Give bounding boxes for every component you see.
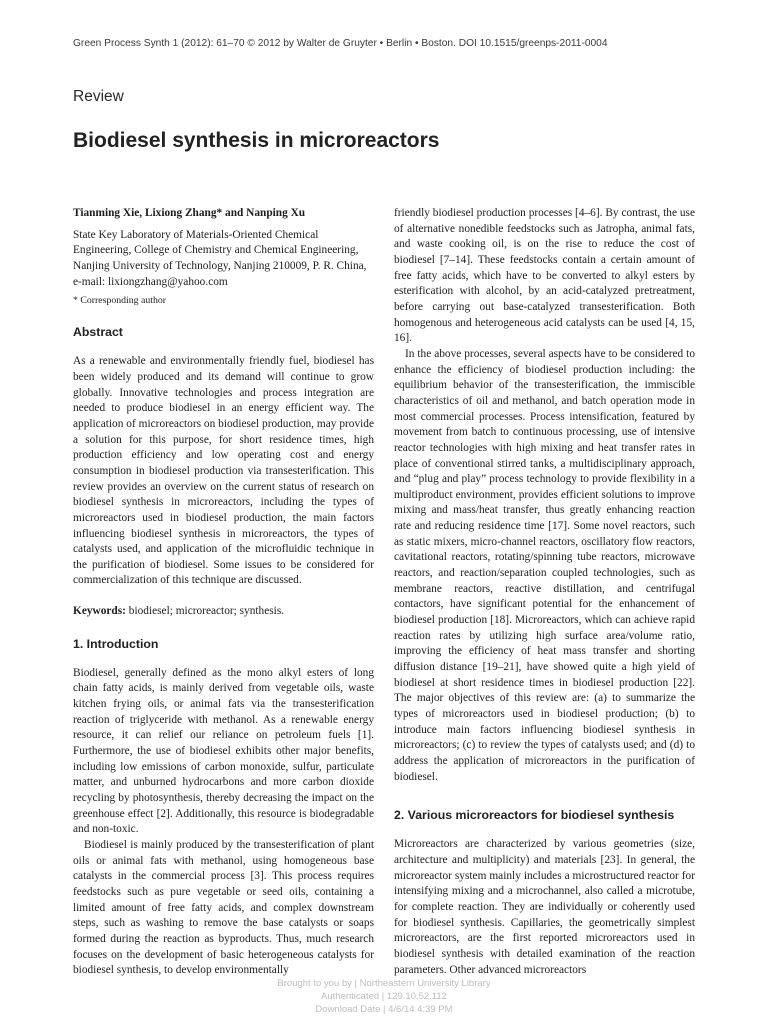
intro-paragraph-2-continued: friendly biodiesel production processes [4–6]. By contrast, the use of alternative nonedible feedstocks such as Jatropha, animal fats, and waste cooking oil, is on the rise to reduce the cost of biodiesel [7–14]. These feedstocks contain a certain amount of free fatty acids, which have to be converted to alkyl esters by esterification with alcohol, by an acid-catalyzed pretreatment, before carrying out base-catalyzed transesterification. Both homogenous and heterogeneous acid catalysts can be used [4, 15, 16]. (394, 207, 695, 345)
article-title: Biodiesel synthesis in microreactors (73, 129, 440, 152)
left-column (73, 206, 374, 979)
abstract-text: As a renewable and environmentally friendly fuel, biodiesel has been widely produced and its demand will continue to grow globally. Innovative technologies and process integration are needed to produce biodiesel in an energy efficient way. The application of microreactors on biodiesel production, may provide a solution for this purpose, for short residence times, high production efficiency and low operating cost and energy consumption in biodiesel production via transesterification. This review provides an overview on the current status of research on biodiesel synthesis in microreactors, including the types of microreactors used in biodiesel production, the main factors influencing biodiesel synthesis in microreactors, the types of catalysts used, and application of the microfluidic technique in the purification of biodiesel. Some issues to be considered for commercialization of this technique are discussed. (73, 355, 374, 587)
introduction-heading: 1. Introduction (73, 636, 159, 651)
keywords-list: biodiesel; microreactor; synthesis. (125, 605, 285, 618)
right-column (394, 206, 695, 978)
footer-line-auth: Authenticated | 129.10.52.112 (321, 991, 447, 1002)
section-label: Review (73, 88, 124, 105)
running-head: Green Process Synth 1 (2012): 61–70 © 2012 by Walter de Gruyter • Berlin • Boston. DOI 10.1515/greenps-2011-0004 (73, 38, 608, 49)
intro-paragraph-3: In the above processes, several aspects have to be considered to enhance the efficiency of biodiesel production including: the equilibrium behavior of the transesterification, the immiscible characteristics of oil and methanol, and batch operation mode in most commercial processes. Process intensification, featured by movement from batch to continuous processing, use of intensive reactor technologies with high mixing and heat transfer rates in place of conventional stirred tanks, a multidisciplinary approach, and “plug and play” process technology to provide flexibility in a multiproduct environment, provides efficient solutions to improve mixing and mass/heat transfer, thus greatly enhancing reaction rate and reducing residence time [17]. Some novel reactors, such as static mixers, micro-channel reactors, oscillatory flow reactors, cavitational reactors, rotating/spinning tube reactors, microwave reactors, and reaction/separation coupled technologies, such as membrane reactors, reactive distillation, and centrifugal contactors, have significant potential for the enhancement of biodiesel production [18]. Microreactors, which can achieve rapid reaction rates by utilizing high surface area/volume ratio, improving the efficiency of heat mass transfer and shorting diffusion distance [19–21], have showed quite a high yield of biodiesel at short residence times in biodiesel production [22]. The major objectives of this review are: (a) to summarize the types of microreactors used in biodiesel production; (b) to introduce main factors influencing biodiesel synthesis in microreactors; (c) to review the types of catalysts used; and (d) to address the application of microreactors in the purification of biodiesel. (394, 347, 695, 783)
access-footer (0, 977, 768, 1016)
abstract-heading: Abstract (73, 325, 123, 340)
keywords (73, 604, 374, 620)
footer-line-date: Download Date | 4/6/14 4:39 PM (315, 1004, 453, 1015)
author-list: Tianming Xie, Lixiong Zhang* and Nanping Xu (73, 207, 306, 219)
footer-line-library: Brought to you by | Northeastern University Library (277, 978, 491, 989)
intro-paragraph-1: Biodiesel, generally defined as the mono alkyl esters of long chain fatty acids, is mainly derived from vegetable oils, waste kitchen frying oils, or animal fats via the transesterification reaction of triglyceride with methanol. As a renewable energy resource, it can relief our reliance on petroleum fuels [1]. Furthermore, the use of biodiesel exhibits other major benefits, including low emissions of carbon monoxide, sulfur, particulate matter, and unburned hydrocarbons and more carbon dioxide recycling by photosynthesis, thereby decreasing the impact on the greenhouse effect [2]. Additionally, this resource is biodegradable and non-toxic. (73, 666, 374, 836)
keywords-label: Keywords: (73, 605, 126, 618)
section-2-paragraph-1: Microreactors are characterized by various geometries (size, architecture and multiplicity) and materials [23]. In general, the microreactor system mainly includes a microstructured reactor for intensifying mixing and a microchannel, also called a microtube, for complete reaction. They are individually or coherently used for biodiesel synthesis. Capillaries, the geometrically simplest microreactors, are the first reported microreactors used in biodiesel synthesis with detailed examination of the reaction parameters. Other advanced microreactors (394, 838, 695, 976)
affiliation: State Key Laboratory of Materials-Oriented Chemical Engineering, College of Chemistry and Chemical Engineering, Nanjing University of Technology, Nanjing 210009, P. R. China, e-mail: lixiongzhang@yahoo.com (73, 228, 367, 288)
intro-paragraph-2: Biodiesel is mainly produced by the transesterification of plant oils or animal fats with methanol, using homogeneous base catalysts in the commercial process [3]. This process requires feedstocks such as pure vegetable or seed oils, containing a limited amount of free fatty acids, and complex downstream steps, such as washing to remove the base catalysts or soaps formed during the reaction as byproducts. Thus, much research focuses on the development of basic heterogeneous catalysts for biodiesel synthesis, to develop environmentally (73, 839, 374, 977)
corresponding-author-note: * Corresponding author (73, 295, 167, 307)
section-2-heading: 2. Various microreactors for biodiesel synthesis (394, 808, 675, 823)
